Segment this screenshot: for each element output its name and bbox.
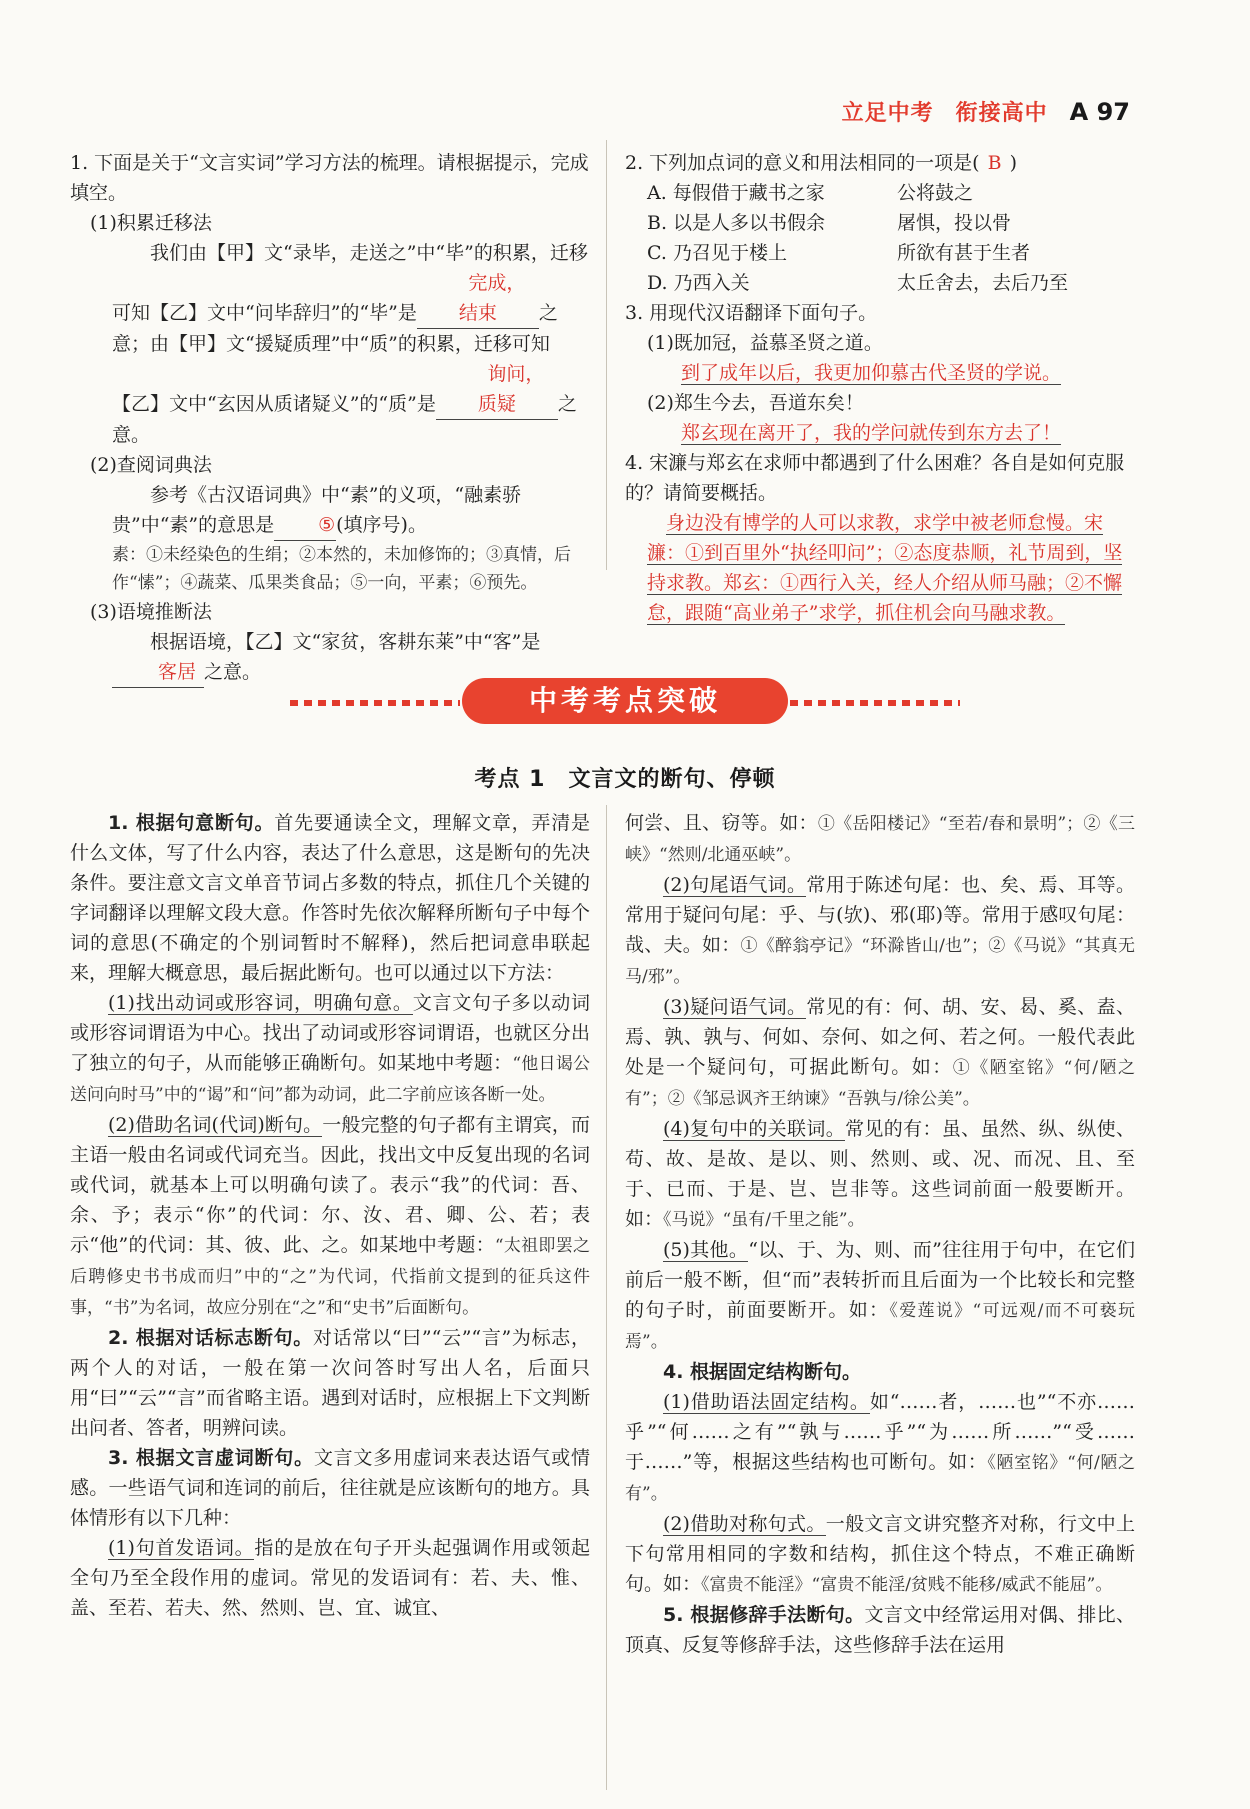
right-paragraph-8	[625, 1509, 1135, 1600]
right-paragraph-4	[625, 1114, 1135, 1235]
right-r7-heading: (1)借助语法固定结构。	[663, 1391, 870, 1413]
right-column	[625, 808, 1135, 1660]
q2-option-a-right: 公将鼓之	[897, 182, 974, 204]
q1-sub1-text	[70, 238, 590, 450]
banner-decoration-left	[290, 700, 460, 706]
q1-sub3-text-a: 根据语境，【乙】文“家贫，客耕东莱”中“客”是	[150, 631, 541, 653]
question-1	[70, 148, 590, 688]
q3-sentence-2: (2)郑生今去，吾道东矣！	[647, 392, 864, 414]
right-paragraph-9	[625, 1600, 1135, 1660]
right-r1-example: ①《岳阳楼记》“至若/春和景明”；②《三峡》“然则/北通巫峡”。	[625, 814, 1135, 865]
q3-answer-1-text: 到了成年以后，我更加仰慕古代圣贤的学说。	[681, 362, 1062, 384]
banner-title: 中考考点突破	[462, 678, 788, 724]
left-p3-example: “太祖即罢之后聘修史书书成而归”中的“之”为代词，代指前文提到的征兵这件事，“书”为名词，故应分别在“之”和“史书”后面断句。	[70, 1236, 590, 1318]
right-r8-heading: (2)借助对称句式。	[663, 1513, 826, 1535]
q1-dictionary-entry: 素：①未经染色的生绢；②本然的，未加修饰的；③真情，后作“愫”；④蔬菜、瓜果类食品；⑤一向，平素；⑥预先。	[112, 545, 571, 593]
left-p2-heading: (1)找出动词或形容词，明确句意。	[108, 992, 413, 1014]
right-r4-example: 《马说》“虽有/千里之能”。	[663, 1210, 865, 1230]
right-r2-text: 常用于陈述句尾：也、矣、焉、耳等。常用于疑问句尾：乎、与(欤)、邪(耶)等。常用于感叹句尾：哉、夫。如：	[625, 874, 1135, 956]
right-r2-heading: (2)句尾语气词。	[663, 874, 807, 896]
right-r8-example: 《富贵不能淫》“富贵不能淫/贫贱不能移/威武不能屈”。	[701, 1575, 1113, 1595]
right-paragraph-5	[625, 1235, 1135, 1357]
q1-sub1-text-b: 之意；由【甲】文“援疑质理”中“质”的积累，迁移可知【乙】文中“玄因从质诸疑义”的“质”是	[112, 302, 558, 415]
right-r5-heading: (5)其他。	[663, 1239, 749, 1261]
q1-sub2-title: (2)查阅词典法	[90, 454, 212, 476]
q3-stem: 3. 用现代汉语翻译下面句子。	[625, 302, 878, 324]
q1-stem: 1. 下面是关于“文言实词”学习方法的梳理。请根据提示，完成填空。	[70, 152, 589, 204]
q1-sub3-answer: 客居	[112, 657, 204, 688]
right-r4-heading: (4)复句中的关联词。	[663, 1118, 846, 1140]
left-p6-heading: (1)句首发语词。	[108, 1537, 255, 1559]
left-p2-example: “他日谒公送问向时马”中的“谒”和“问”都为动词，此二字前应该各断一处。	[70, 1054, 590, 1105]
q2-option-d	[625, 268, 1135, 298]
q1-sub2-answer: ⑤	[274, 510, 336, 541]
header-slogan-1: 立足中考	[841, 101, 934, 126]
page-header	[842, 96, 1130, 127]
q2-option-b-left: B. 以是人多以书假余	[647, 212, 826, 234]
left-paragraph-2	[70, 988, 590, 1110]
bottom-column-divider	[606, 805, 607, 1790]
section-banner	[0, 678, 1250, 728]
q3-answer-1	[625, 358, 1135, 388]
right-r7-example: 《陋室铭》“何/陋之有”。	[625, 1453, 1136, 1504]
q2-option-c-right: 所欲有甚于生者	[897, 242, 1031, 264]
left-p4-heading: 2. 根据对话标志断句。	[108, 1327, 313, 1349]
q3-sentence-1: (1)既加冠，益慕圣贤之道。	[647, 332, 883, 354]
q1-sub1-answer-2: 询问，质疑	[436, 359, 558, 420]
q2-option-c-left: C. 乃召见于楼上	[647, 242, 787, 264]
q1-sub1-answer-1: 完成，结束	[417, 268, 539, 329]
q2-stem-end: )	[1009, 152, 1017, 174]
right-r5-example: 《爱莲说》“可远观/而不可亵玩焉”。	[625, 1301, 1135, 1352]
left-p2-text: 文言文句子多以动词或形容词谓语为中心。找出了动词或形容词谓语，也就区分出了独立的句子，从而能够正确断句。如某地中考题：	[70, 992, 590, 1074]
left-paragraph-6	[70, 1533, 590, 1623]
right-r6-heading: 4. 根据固定结构断句。	[663, 1361, 862, 1383]
right-paragraph-6	[625, 1357, 1135, 1387]
q1-sub2-text-b: (填序号)。	[336, 514, 427, 536]
right-r9-text: 文言文中经常运用对偶、排比、顶真、反复等修辞手法，这些修辞手法在运用	[625, 1604, 1135, 1656]
header-slogan-2: 衔接高中	[955, 101, 1048, 126]
left-paragraph-1	[70, 808, 590, 988]
right-r9-heading: 5. 根据修辞手法断句。	[663, 1604, 865, 1626]
q4-stem: 4. 宋濂与郑玄在求师中都遇到了什么困难？各自是如何克服的？请简要概括。	[625, 452, 1125, 504]
left-p1-heading: 1. 根据句意断句。	[108, 812, 275, 834]
top-column-divider	[606, 140, 607, 570]
right-paragraph-1	[625, 808, 1135, 870]
banner-decoration-right	[790, 700, 960, 706]
right-paragraph-7	[625, 1387, 1135, 1509]
page-number: A 97	[1069, 98, 1130, 126]
q1-sub3-title: (3)语境推断法	[90, 601, 212, 623]
q2-stem-text: 2. 下列加点词的意义和用法相同的一项是(	[625, 152, 980, 174]
left-p5-heading: 3. 根据文言虚词断句。	[108, 1447, 314, 1469]
q2-option-d-left: D. 乃西入关	[647, 272, 750, 294]
left-p6-text: 指的是放在句子开头起强调作用或领起全句乃至全段作用的虚词。常见的发语词有：若、夫、惟、盖、至若、若夫、然、然则、岂、宜、诚宜、	[70, 1537, 590, 1619]
left-paragraph-4	[70, 1323, 590, 1443]
q3-answer-2	[625, 418, 1135, 448]
right-r7-text: 如“……者，……也”“不亦……乎”“何……之有”“孰与……乎”“为……所……”“受……于……”等，根据这些结构也可断句。如：	[625, 1391, 1136, 1473]
right-paragraph-3	[625, 992, 1135, 1114]
q2-answer: B	[987, 152, 1002, 174]
right-r3-text: 常见的有：何、胡、安、曷、奚、盍、焉、孰、孰与、何如、奈何、如之何、若之何。一般代表此处是一个疑问句，可据此断句。如：	[625, 996, 1135, 1078]
q1-sub1-text-a: 我们由【甲】文“录毕，走送之”中“毕”的积累，迁移可知【乙】文中“问毕辞归”的“毕”是	[112, 242, 588, 324]
right-r5-text: “以、于、为、则、而”往往用于句中，在它们前后一般不断，但“而”表转折而且后面为一个比较长和完整的句子时，前面要断开。如：	[625, 1239, 1135, 1321]
questions-2-4	[625, 148, 1135, 628]
left-paragraph-3	[70, 1110, 590, 1323]
q2-option-c	[625, 238, 1135, 268]
right-r3-heading: (3)疑问语气词。	[663, 996, 807, 1018]
q1-sub1-title: (1)积累迁移法	[90, 212, 212, 234]
q1-sub3-text-b: 之意。	[204, 661, 262, 683]
q2-stem	[625, 148, 1135, 178]
left-p4-text: 对话常以“曰”“云”“言”为标志，两个人的对话，一般在第一次问答时写出人名，后面只用“曰”“云”“言”而省略主语。遇到对话时，应根据上下文判断出问者、答者，明辨问读。	[70, 1327, 590, 1439]
section-title: 考点 1 文言文的断句、停顿	[474, 767, 776, 792]
right-r8-text: 一般文言文讲究整齐对称，行文中上下句常用相同的字数和结构，抓住这个特点，不难正确断句。如：	[625, 1513, 1135, 1595]
q1-sub1-text-c: 之意。	[112, 393, 577, 446]
q2-option-b-right: 屠惧，投以骨	[897, 212, 1012, 234]
right-r4-text: 常见的有：虽、虽然、纵、纵使、苟、故、是故、是以、则、然则、或、况、而况、且、至于、已而、于是、岂、岂非等。这些词前面一般要断开。如：	[625, 1118, 1135, 1230]
right-paragraph-2	[625, 870, 1135, 992]
left-column	[70, 808, 590, 1623]
right-r3-example: ①《陋室铭》“何/陋之有”；②《邹忌讽齐王纳谏》“吾孰与/徐公美”。	[625, 1058, 1135, 1109]
left-p5-text: 文言文多用虚词来表达语气或情感。一些语气词和连词的前后，往往就是应该断句的地方。具体情形有以下几种：	[70, 1447, 590, 1529]
q4-answer	[625, 508, 1135, 628]
right-r2-example: ①《醉翁亭记》“环滁皆山/也”；②《马说》“其真无马/邪”。	[625, 936, 1135, 987]
left-p1-text: 首先要通读全文，理解文章，弄清是什么文体，写了什么内容，表达了什么意思，这是断句的先决条件。要注意文言文单音节词占多数的特点，抓住几个关键的字词翻译以理解文段大意。作答时先依次解释所断句子中每个词的意思(不确定的个别词暂时不解释)，然后把词意串联起来，理解大概意思，最后据此断句。也可以通过以下方法：	[70, 812, 590, 984]
q2-option-a-left: A. 每假借于藏书之家	[647, 182, 825, 204]
q1-sub2-text-a: 参考《古汉语词典》中“素”的义项，“融素骄贵”中“素”的意思是	[112, 484, 522, 536]
q2-option-b	[625, 208, 1135, 238]
q2-option-d-right: 太丘舍去，去后乃至	[897, 272, 1069, 294]
q3-answer-2-text: 郑玄现在离开了，我的学问就传到东方去了！	[681, 422, 1062, 444]
q1-sub2-text	[70, 480, 590, 541]
left-paragraph-5	[70, 1443, 590, 1533]
q2-option-a	[625, 178, 1135, 208]
q4-answer-text: 身边没有博学的人可以求教，求学中被老师怠慢。宋濂：①到百里外“执经叩问”；②态度恭顺，礼节周到，坚持求教。郑玄：①西行入关，经人介绍从师马融；②不懈怠，跟随“高业弟子”求学，抓住机会向马融求教。	[647, 512, 1123, 624]
right-r1-text: 何尝、且、窃等。如：	[625, 812, 818, 834]
left-p3-text: 一般完整的句子都有主谓宾，而主语一般由名词或代词充当。因此，找出文中反复出现的名词或代词，就基本上可以明确句读了。表示“我”的代词：吾、余、予；表示“你”的代词：尔、汝、君、卿、公、若；表示“他”的代词：其、彼、此、之。如某地中考题：	[70, 1114, 590, 1256]
left-p3-heading: (2)借助名词(代词)断句。	[108, 1114, 323, 1136]
